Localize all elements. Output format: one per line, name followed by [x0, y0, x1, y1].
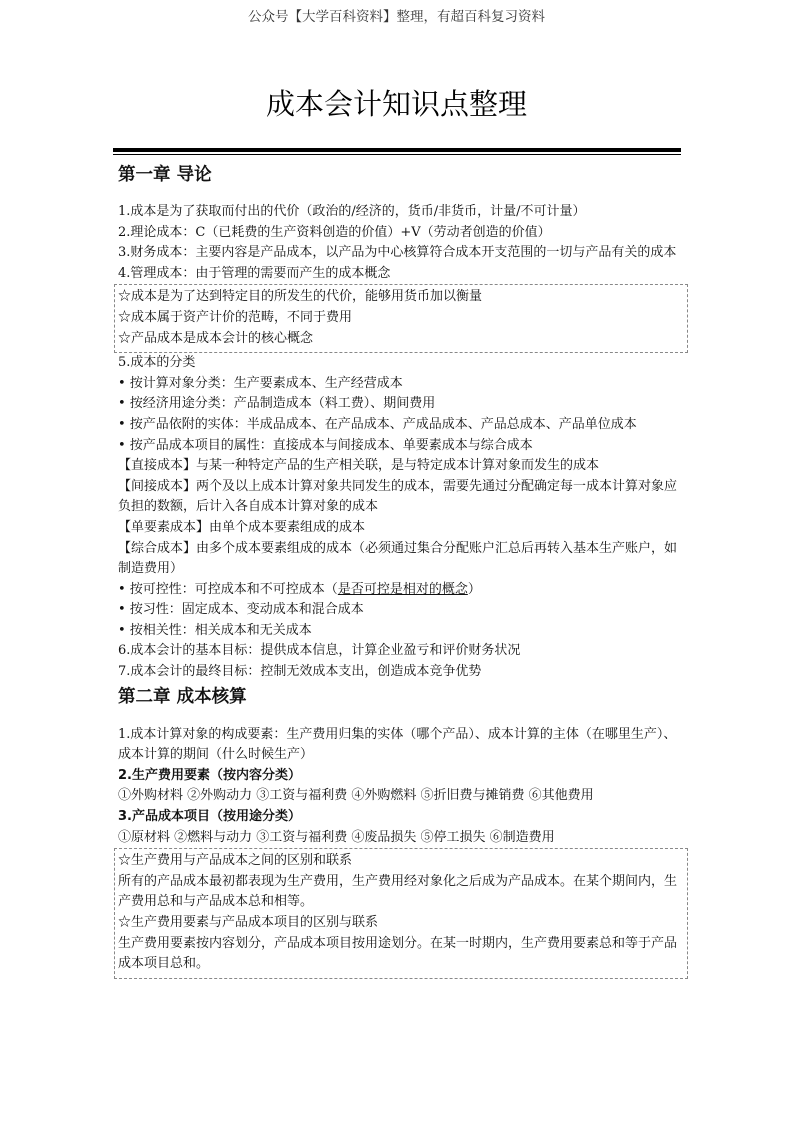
bullet-item: • 按产品依附的实体：半成品成本、在产品成本、产成品成本、产品总成本、产品单位成本	[118, 416, 637, 432]
ch1-item-1: 1.成本是为了获取而付出的代价（政治的/经济的，货币/非货币，计量/不可计量）	[118, 204, 586, 219]
page-header: 公众号【大学百科资料】整理，有超百科复习资料	[248, 9, 545, 25]
bullet-item: • 按计算对象分类：生产要素成本、生产经营成本	[118, 375, 403, 391]
note-line: ☆产品成本是成本会计的核心概念	[118, 330, 314, 346]
document-title: 成本会计知识点整理	[265, 87, 527, 121]
underlined-note: 是否可控是相对的概念	[337, 581, 468, 597]
bullet-item: • 按相关性：相关成本和无关成本	[118, 622, 312, 638]
note-line: ☆生产费用要素与产品成本项目的区别与联系	[118, 915, 379, 930]
chapter-1-heading: 第一章 导论	[118, 165, 212, 185]
ch2-item-2-list: ①外购材料 ②外购动力 ③工资与福利费 ④外购燃料 ⑤折旧费与摊销费 ⑥其他费用	[118, 788, 594, 804]
bullet-text: • 按可控性：可控成本和不可控成本（	[118, 581, 338, 597]
document-body	[118, 160, 684, 979]
ch2-item-1: 1.成本计算对象的构成要素：生产费用归集的实体（哪个产品）、成本计算的主体（在哪里生产）、成本计算的期间（什么时候生产）	[118, 726, 677, 763]
ch2-item-3-list: ①原材料 ②燃料与动力 ③工资与福利费 ④废品损失 ⑤停工损失 ⑥制造费用	[118, 829, 555, 845]
bullet-item: • 按产品成本项目的属性：直接成本与间接成本、单要素成本与综合成本	[118, 437, 533, 453]
note-line: ☆生产费用与产品成本之间的区别和联系	[118, 853, 353, 869]
note-box-1	[114, 284, 688, 353]
ch1-item-7: 7.成本会计的最终目标：控制无效成本支出，创造成本竞争优势	[118, 664, 482, 680]
title-rule	[113, 148, 681, 152]
ch1-item-3: 3.财务成本：主要内容是产品成本，以产品为中心核算符合成本开支范围的一切与产品有关的成本	[118, 245, 677, 261]
ch1-item-4: 4.管理成本：由于管理的需要而产生的成本概念	[118, 265, 391, 281]
bullet-text-end: ）	[467, 581, 481, 597]
ch1-item-2: 2.理论成本：C（已耗费的生产资料创造的价值）+V（劳动者创造的价值）	[118, 224, 551, 240]
definition-indirect-cost: 【间接成本】两个及以上成本计算对象共同发生的成本，需要先通过分配确定每一成本计算对象应负担的数额，后计入各自成本计算对象的成本	[118, 478, 678, 515]
definition-single-element-cost: 【单要素成本】由单个成本要素组成的成本	[118, 519, 366, 535]
ch2-item-2: 2.生产费用要素（按内容分类）	[118, 767, 301, 783]
note-line: 生产费用要素按内容划分，产品成本项目按用途划分。在某一时期内，生产费用要素总和等于产品成本项目总和。	[118, 935, 678, 972]
definition-direct-cost: 【直接成本】与某一种特定产品的生产相关联，是与特定成本计算对象而发生的成本	[118, 458, 600, 474]
bullet-item: • 按习性：固定成本、变动成本和混合成本	[118, 602, 364, 618]
title-rule-thin	[113, 154, 681, 155]
definition-composite-cost: 【综合成本】由多个成本要素组成的成本（必须通过集合分配账户汇总后再转入基本生产账户，如制造费用）	[118, 540, 678, 577]
note-box-2	[114, 848, 688, 979]
note-line: 所有的产品成本最初都表现为生产费用，生产费用经对象化之后成为产品成本。在某个期间内，生产费用总和与产品成本总和相等。	[118, 873, 678, 910]
ch2-item-3: 3.产品成本项目（按用途分类）	[118, 809, 301, 825]
ch1-item-5: 5.成本的分类	[118, 355, 196, 371]
note-line: ☆成本是为了达到特定目的所发生的代价，能够用货币加以衡量	[118, 289, 483, 305]
ch1-item-6: 6.成本会计的基本目标：提供成本信息，计算企业盈亏和评价财务状况	[118, 643, 521, 659]
note-line: ☆成本属于资产计价的范畴，不同于费用	[118, 309, 353, 325]
bullet-item: • 按经济用途分类：产品制造成本（料工费）、期间费用	[118, 396, 436, 412]
bullet-item-controllability	[118, 580, 684, 601]
chapter-2-heading: 第二章 成本核算	[118, 686, 247, 707]
